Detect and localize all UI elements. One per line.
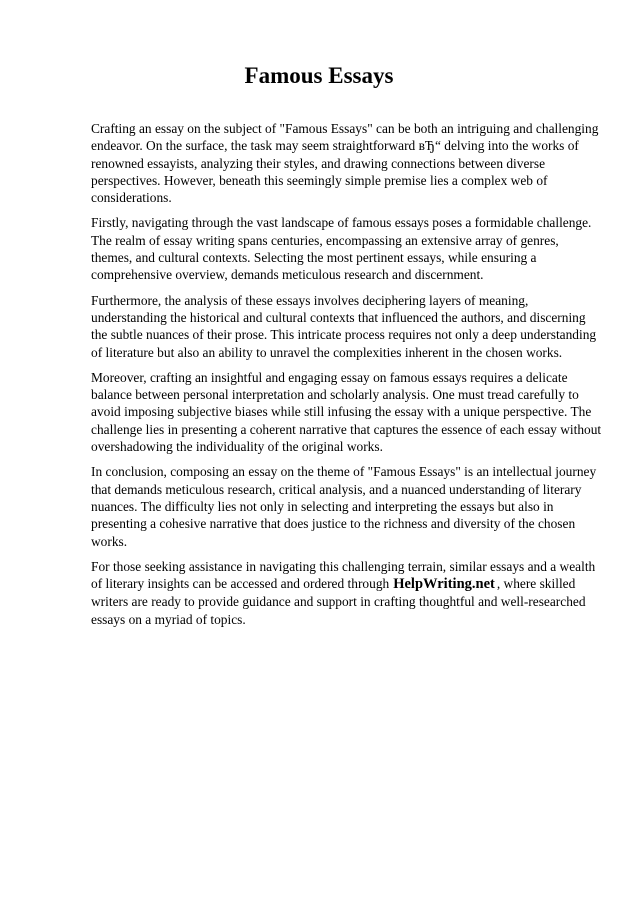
paragraph-3: Furthermore, the analysis of these essays involves deciphering layers of meaning, understanding the historical and cultural contexts that influenced the authors, and discerning the subtle nuances of their prose. This intricate process requires not only a deep understanding of literature but also an ability to unravel the complexities inherent in the chosen works. [91, 292, 597, 360]
paragraph-2: Firstly, navigating through the vast landscape of famous essays poses a formidable challenge. The realm of essay writing spans centuries, encompassing an extensive array of genres, themes, and cultural contexts. Selecting the most pertinent essays, while ensuring a comprehensive overview, demands meticulous research and discernment. [91, 215, 592, 283]
paragraph-4: Moreover, crafting an insightful and engaging essay on famous essays requires a delicate balance between personal interpretation and scholarly analysis. One must tread carefully to avoid imposing subjective biases while still infusing the essay with a unique perspective. The challenge lies in presenting a coherent narrative that captures the essence of each essay without overshadowing the individuality of the original works. [91, 369, 602, 455]
helpwriting-link[interactable]: HelpWriting.net [393, 576, 495, 593]
paragraph-1: Crafting an essay on the subject of "Famous Essays" can be both an intriguing and challenging endeavor. On the surface, the task may seem straightforward вЂ“ delving into the works of renowned essayists, analyzing their styles, and drawing connections between diverse perspectives. However, beneath this seemingly simple premise lies a complex web of considerations. [91, 121, 599, 206]
document-title: Famous Essays [244, 63, 394, 88]
closing-text-after: , where skilled writers are ready to provide guidance and support in crafting thoughtful and well-researched essays on a myriad of topics. [91, 576, 586, 627]
closing-paragraph [91, 558, 603, 628]
paragraph-5: In conclusion, composing an essay on the theme of "Famous Essays" is an intellectual journey that demands meticulous research, critical analysis, and a nuanced understanding of literary nuances. The difficulty lies not only in selecting and interpreting the essays but also in presenting a cohesive narrative that does justice to the richness and diversity of the chosen works. [91, 464, 597, 549]
document-body [91, 120, 603, 636]
closing-text-before: For those seeking assistance in navigating this challenging terrain, similar essays and a wealth of literary insights can be accessed and ordered through [91, 558, 596, 592]
